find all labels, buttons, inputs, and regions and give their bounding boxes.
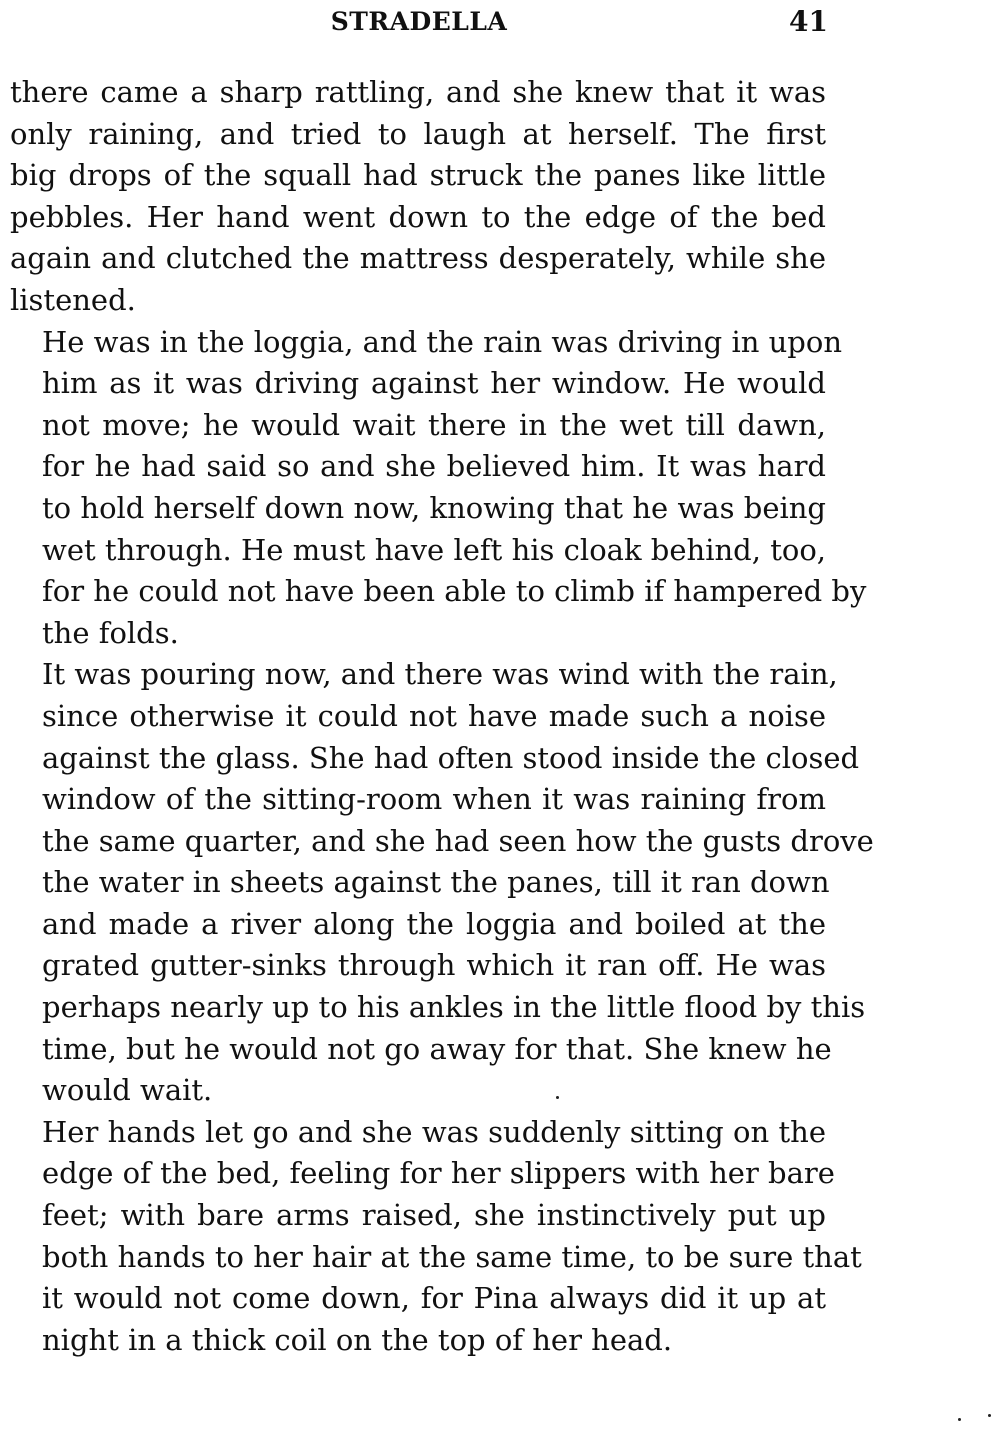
text-line: not move; he would wait there in the wet till dawn, [42,407,826,442]
text-line: there came a sharp rattling, and she knew that it was [10,75,826,109]
text-line: pebbles. Her hand went down to the edge of the bed [10,199,826,234]
text-line: listened. [10,282,136,317]
running-title: STRADELLA [330,7,508,36]
text-line: for he could not have been able to climb if hampered by [42,574,867,609]
text-line: him as it was driving against her window. He would [42,366,826,401]
text-line: to hold herself down now, knowing that he was being [42,490,826,525]
text-line: perhaps nearly up to his ankles in the little flood by this [42,990,866,1025]
text-line: grated gutter-sinks through which it ran off. He was [42,948,826,983]
text-line: It was pouring now, and there was wind with the rain, [42,657,838,692]
text-line: since otherwise it could not have made such a noise [42,698,826,733]
text-line: both hands to her hair at the same time, to be sure that [42,1239,862,1274]
text-line: the same quarter, and she had seen how the gusts drove [42,823,874,858]
text-line: He was in the loggia, and the rain was driving in upon [42,324,842,359]
body-text [10,72,874,1361]
text-line: for he had said so and she believed him. It was hard [42,449,826,484]
text-line: the folds. [42,615,179,650]
text-line: the water in sheets against the panes, till it ran down [42,865,830,900]
running-head [10,4,828,40]
paragraph-3 [10,654,874,1112]
text-line: again and clutched the mattress desperately, while she [10,241,826,276]
text-line: Her hands let go and she was suddenly sitting on the [42,1114,826,1149]
text-line: only raining, and tried to laugh at herself. The first [10,116,826,151]
text-line: against the glass. She had often stood inside the closed [42,740,860,775]
paragraph-1 [10,72,826,322]
paragraph-2 [10,322,867,655]
text-line: big drops of the squall had struck the panes like little [10,158,826,193]
paragraph-4 [10,1112,862,1362]
page-number: 41 [789,5,828,38]
text-line: would wait. [42,1073,213,1108]
scan-speck [988,1414,991,1417]
text-line: edge of the bed, feeling for her slippers with her bare [42,1156,835,1191]
text-line: wet through. He must have left his cloak behind, too, [42,532,826,567]
scan-speck [958,1418,961,1421]
text-line: feet; with bare arms raised, she instinctively put up [42,1198,826,1233]
text-line: time, but he would not go away for that. She knew he [42,1031,832,1066]
text-line: window of the sitting-room when it was raining from [42,782,826,817]
text-line: and made a river along the loggia and boiled at the [42,906,826,941]
text-line: it would not come down, for Pina always did it up at [42,1281,826,1316]
scan-speck [556,1096,559,1099]
text-line: night in a thick coil on the top of her head. [42,1322,673,1357]
